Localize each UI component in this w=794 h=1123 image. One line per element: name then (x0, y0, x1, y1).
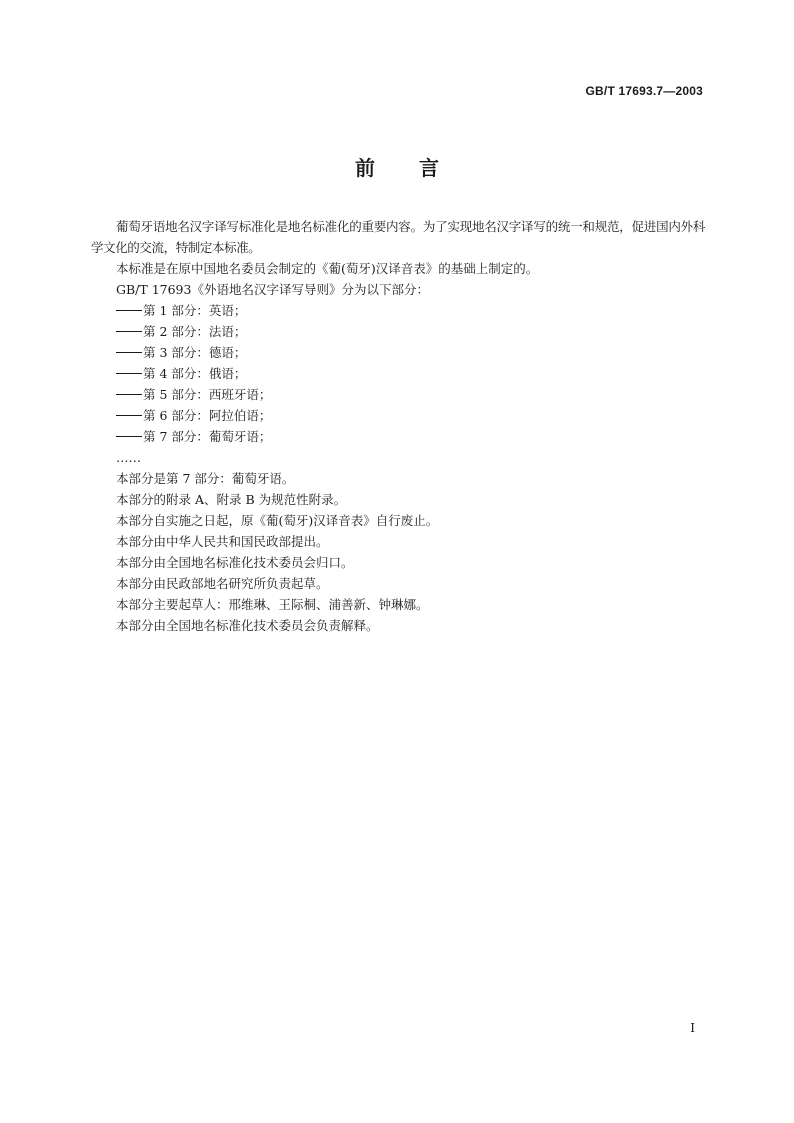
page-title: 前言 (355, 156, 483, 180)
list-item (91, 426, 705, 447)
list-item (91, 321, 705, 342)
closing-paragraph: 本部分主要起草人：邢维琳、王际桐、浦善新、钟琳娜。 (116, 597, 429, 612)
list-item (91, 300, 705, 321)
list-item-label: 第 1 部分：英语； (143, 303, 247, 318)
foreword-body (91, 216, 705, 636)
intro-paragraph: 本标准是在原中国地名委员会制定的《葡(萄牙)汉译音表》的基础上制定的。 (116, 261, 539, 276)
intro-paragraph: GB/T 17693《外语地名汉字译写导则》分为以下部分： (116, 282, 429, 297)
closing-paragraph: 本部分的附录 A、附录 B 为规范性附录。 (116, 492, 347, 507)
em-dash-icon (116, 436, 142, 437)
closing-paragraph: 本部分由全国地名标准化技术委员会负责解释。 (116, 618, 379, 633)
closing-paragraph: 本部分自实施之日起，原《葡(萄牙)汉译音表》自行废止。 (116, 513, 439, 528)
closing-paragraph: 本部分由中华人民共和国民政部提出。 (116, 534, 329, 549)
closing-paragraph: 本部分由全国地名标准化技术委员会归口。 (116, 555, 354, 570)
list-item (91, 363, 705, 384)
closing-paragraph: 本部分是第 7 部分：葡萄牙语。 (116, 471, 295, 486)
list-item-label: 第 3 部分：德语； (143, 345, 247, 360)
list-item (91, 405, 705, 426)
list-item-label: 第 5 部分：西班牙语； (143, 387, 272, 402)
list-item-label: 第 6 部分：阿拉伯语； (143, 408, 272, 423)
list-item (91, 384, 705, 405)
intro-paragraph: 葡萄牙语地名汉字译写标准化是地名标准化的重要内容。为了实现地名汉字译写的统一和规范，促进国内外科学文化的交流，特制定本标准。 (91, 219, 705, 255)
em-dash-icon (116, 415, 142, 416)
list-item-label: 第 7 部分：葡萄牙语； (143, 429, 272, 444)
ellipsis: …… (116, 450, 141, 465)
list-item-label: 第 4 部分：俄语； (143, 366, 247, 381)
em-dash-icon (116, 394, 142, 395)
em-dash-icon (116, 331, 142, 332)
list-item (91, 342, 705, 363)
em-dash-icon (116, 310, 142, 311)
standard-number: GB/T 17693.7—2003 (585, 84, 703, 98)
em-dash-icon (116, 373, 142, 374)
closing-paragraph: 本部分由民政部地名研究所负责起草。 (116, 576, 329, 591)
list-item-label: 第 2 部分：法语； (143, 324, 247, 339)
page-number: I (690, 1021, 695, 1035)
em-dash-icon (116, 352, 142, 353)
